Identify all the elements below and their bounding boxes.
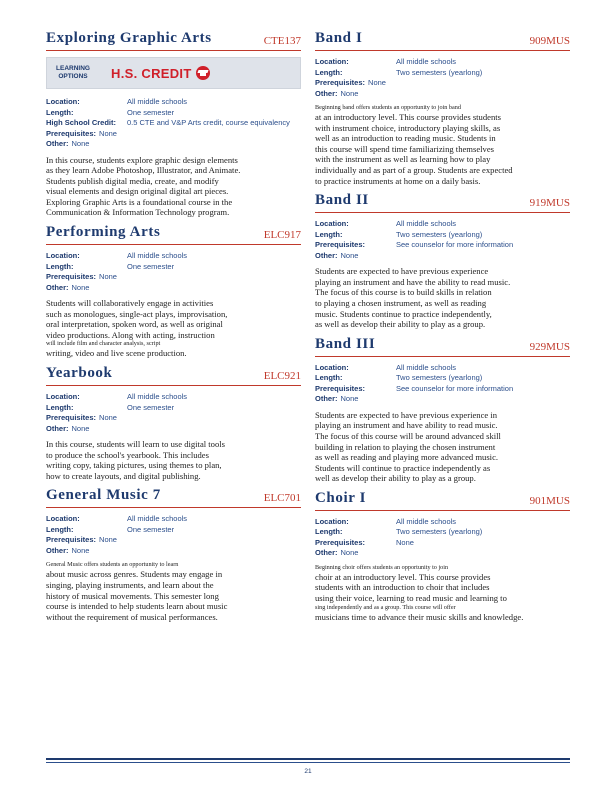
course-exploring-graphic-arts bbox=[46, 30, 301, 218]
course-description bbox=[315, 564, 570, 622]
meta-value: All middle schools bbox=[396, 516, 457, 526]
meta-label: Location: bbox=[315, 57, 349, 66]
description-line: well as develop their ability to play as a group. bbox=[315, 473, 476, 484]
description-line: well as an introduction to reading music. Students in bbox=[315, 133, 496, 144]
meta-value: One semester bbox=[127, 524, 175, 534]
description-small-line: General Music offers students an opportunity to learn bbox=[46, 561, 179, 569]
description-line: Students are expected to have previous experience bbox=[315, 266, 489, 277]
meta-label: Length: bbox=[315, 527, 343, 537]
description-line: individually and as part of a group. Students are expected bbox=[315, 164, 513, 175]
meta-value: None bbox=[368, 78, 386, 87]
meta-value: All middle schools bbox=[396, 219, 457, 229]
description-line: Students publish digital media, create, and modify bbox=[46, 175, 219, 186]
course-title: Performing Arts bbox=[46, 224, 161, 241]
course-description bbox=[315, 266, 570, 330]
course-title: Choir I bbox=[315, 489, 367, 506]
description-line: writing copy, taking pictures, using themes to plan, bbox=[46, 460, 222, 471]
description-line: about music across genres. Students may engage in bbox=[46, 569, 223, 580]
course-title: Band III bbox=[315, 335, 376, 352]
learning-options-label: LEARNING OPTIONS bbox=[56, 65, 90, 80]
meta-label: Other: bbox=[315, 548, 338, 558]
meta-label: Location: bbox=[46, 514, 80, 524]
course-code: CTE137 bbox=[263, 35, 301, 47]
description-line: building in relation to playing the chosen instrument bbox=[315, 441, 496, 452]
hs-credit-badge: H.S. CREDIT bbox=[111, 65, 192, 81]
meta-value: One semester bbox=[127, 402, 175, 412]
description-line: playing an instrument and have the ability to read music. bbox=[315, 276, 511, 287]
description-line: The focus of this course will be around advanced skill bbox=[315, 430, 501, 441]
meta-label: Location: bbox=[315, 219, 349, 229]
description-line: visual elements and design original digital art pieces. bbox=[46, 186, 229, 197]
description-line: to playing a chosen instrument, as well as reading bbox=[315, 297, 487, 308]
course-code: ELC917 bbox=[263, 229, 301, 242]
description-small-line: Beginning choir offers students an opportunity to join bbox=[315, 563, 449, 571]
description-line: The focus of this course is to build skills in relation bbox=[315, 287, 492, 298]
description-line: course is intended to help students learn about music bbox=[46, 601, 228, 612]
meta-label: Prerequisites: bbox=[46, 413, 97, 423]
description-line: such as monologues, single-act plays, improvisation, bbox=[46, 308, 228, 319]
meta-label: Prerequisites: bbox=[46, 535, 97, 545]
meta-label: Other: bbox=[315, 394, 338, 404]
meta-value: All middle schools bbox=[396, 57, 457, 66]
meta-label: Prerequisites: bbox=[315, 383, 366, 393]
meta-label: Prerequisites: bbox=[46, 128, 97, 138]
page-number: 21 bbox=[304, 768, 312, 775]
course-band-2 bbox=[315, 192, 570, 330]
meta-value: All middle schools bbox=[127, 392, 188, 402]
meta-label: Length: bbox=[46, 261, 74, 271]
course-title: Yearbook bbox=[46, 365, 113, 382]
course-header bbox=[46, 487, 301, 508]
course-meta bbox=[46, 251, 301, 293]
course-title: Band II bbox=[315, 192, 369, 209]
meta-value: None bbox=[340, 250, 359, 260]
description-line: writing, video and live scene production. bbox=[46, 348, 187, 359]
course-header bbox=[46, 365, 301, 386]
meta-label: Prerequisites: bbox=[46, 272, 97, 282]
meta-value: See counselor for more information bbox=[396, 240, 514, 250]
course-meta bbox=[46, 514, 301, 556]
description-line: as they learn Adobe Photoshop, Illustrator, and Animate. bbox=[46, 165, 241, 176]
description-line: how to create layouts, and digital publishing. bbox=[46, 470, 201, 481]
course-yearbook bbox=[46, 365, 301, 481]
course-code: 929MUS bbox=[529, 340, 570, 353]
description-small-line: sing independently and as a group. This course will offer bbox=[315, 603, 456, 611]
meta-value: None bbox=[99, 272, 117, 282]
course-header bbox=[46, 224, 301, 245]
footer-rule bbox=[46, 758, 570, 763]
description-line: music. Students continue to practice independently, bbox=[315, 308, 492, 319]
course-description bbox=[315, 104, 570, 186]
meta-label: Location: bbox=[315, 362, 349, 372]
course-title: Band I bbox=[315, 30, 363, 46]
course-description bbox=[46, 561, 301, 622]
course-band-3 bbox=[315, 336, 570, 484]
left-column bbox=[46, 30, 301, 628]
description-small-line: Beginning band offers students an opportunity to join band bbox=[315, 104, 461, 111]
description-line: In this course, students explore graphic design elements bbox=[46, 154, 238, 165]
meta-value: See counselor for more information bbox=[396, 383, 514, 393]
meta-value: None bbox=[396, 537, 414, 547]
course-meta bbox=[46, 97, 301, 150]
meta-label: Prerequisites: bbox=[315, 537, 366, 547]
course-general-music-7 bbox=[46, 487, 301, 622]
course-code: ELC921 bbox=[263, 370, 301, 383]
course-band-1 bbox=[315, 30, 570, 186]
meta-label: Length: bbox=[315, 229, 343, 239]
description-line: students with an introduction to choir that includes bbox=[315, 582, 490, 593]
meta-value: All middle schools bbox=[127, 514, 188, 524]
course-title: Exploring Graphic Arts bbox=[46, 30, 212, 46]
course-title: General Music 7 bbox=[46, 487, 161, 504]
description-line: as well as develop their ability to play as a group. bbox=[315, 319, 486, 330]
meta-value: None bbox=[99, 535, 117, 545]
description-line: In this course, students will learn to use digital tools bbox=[46, 439, 226, 450]
right-column bbox=[315, 30, 570, 628]
meta-value: Two semesters (yearlong) bbox=[396, 67, 483, 77]
course-header bbox=[315, 30, 570, 51]
description-line: to produce the school's yearbook. This includes bbox=[46, 449, 209, 460]
description-line: with instrument choice, introductory playing skills, as bbox=[315, 122, 501, 133]
meta-value: Two semesters (yearlong) bbox=[396, 229, 483, 239]
description-line: with the instrument as well as learning how to play bbox=[315, 154, 491, 165]
course-description bbox=[46, 298, 301, 359]
course-header bbox=[315, 336, 570, 357]
description-line: Exploring Graphic Arts is a foundational course in the bbox=[46, 196, 233, 207]
meta-value: All middle schools bbox=[396, 362, 457, 372]
meta-label: Prerequisites: bbox=[315, 78, 366, 87]
meta-value: None bbox=[340, 394, 359, 404]
meta-value: None bbox=[71, 139, 90, 148]
meta-value: Two semesters (yearlong) bbox=[396, 527, 483, 537]
course-header bbox=[46, 30, 301, 51]
meta-label: Other: bbox=[46, 282, 69, 292]
course-code: 919MUS bbox=[529, 197, 570, 210]
meta-label: Location: bbox=[46, 392, 80, 402]
meta-value: None bbox=[99, 413, 117, 423]
meta-label: Other: bbox=[46, 545, 69, 555]
description-line: Communication & Information Technology program. bbox=[46, 207, 230, 218]
meta-value: All middle schools bbox=[127, 97, 188, 106]
meta-label: High School Credit: bbox=[46, 118, 116, 127]
course-header bbox=[315, 490, 570, 511]
description-line: Students will continue to practice independently as bbox=[315, 462, 491, 473]
meta-label: Location: bbox=[315, 516, 349, 526]
description-line: Students will collaboratively engage in activities bbox=[46, 298, 214, 309]
meta-value: One semester bbox=[127, 261, 175, 271]
description-line: choir at an introductory level. This course provides bbox=[315, 571, 491, 582]
learning-options-box bbox=[46, 57, 301, 89]
description-line: Students are expected to have previous experience in bbox=[315, 409, 498, 420]
course-code: ELC701 bbox=[263, 492, 301, 505]
meta-value: None bbox=[99, 128, 117, 138]
meta-value: None bbox=[71, 423, 90, 433]
description-line: as well as reading and playing more advanced music. bbox=[315, 452, 499, 463]
meta-value: None bbox=[340, 88, 359, 98]
meta-value: All middle schools bbox=[127, 251, 188, 261]
meta-label: Length: bbox=[46, 524, 74, 534]
graduation-cap-icon bbox=[196, 66, 210, 80]
description-line: oral interpretation, spoken word, as well as original bbox=[46, 319, 223, 330]
description-line: without the requirement of musical performances. bbox=[46, 611, 218, 622]
course-description bbox=[46, 439, 301, 481]
description-line: video productions. Along with acting, instruction bbox=[46, 329, 215, 340]
meta-value: None bbox=[71, 282, 90, 292]
meta-label: Other: bbox=[46, 423, 69, 433]
course-description bbox=[46, 155, 301, 219]
course-meta bbox=[315, 363, 570, 405]
course-meta bbox=[46, 392, 301, 434]
course-meta bbox=[315, 517, 570, 559]
description-line: at an introductory level. This course provides students bbox=[315, 112, 501, 122]
meta-value: 0.5 CTE and V&P Arts credit, course equivalency bbox=[127, 118, 290, 127]
description-small-line: will include film and character analysis, script bbox=[46, 340, 161, 348]
course-meta bbox=[315, 219, 570, 261]
meta-label: Other: bbox=[46, 139, 69, 148]
meta-label: Length: bbox=[46, 402, 74, 412]
course-performing-arts bbox=[46, 224, 301, 359]
course-header bbox=[315, 192, 570, 213]
meta-label: Location: bbox=[46, 251, 80, 261]
course-meta bbox=[315, 57, 570, 99]
meta-label: Other: bbox=[315, 88, 338, 98]
meta-label: Length: bbox=[315, 67, 343, 77]
description-line: history of musical movements. This semester long bbox=[46, 590, 219, 601]
description-line: musicians time to advance their music skills and knowledge. bbox=[315, 611, 524, 622]
footer-rule-bottom bbox=[46, 762, 570, 763]
meta-value: Two semesters (yearlong) bbox=[396, 373, 483, 383]
meta-label: Length: bbox=[315, 373, 343, 383]
meta-value: None bbox=[71, 545, 90, 555]
meta-value: None bbox=[340, 548, 359, 558]
description-line: this course will spend time familiarizing themselves bbox=[315, 143, 494, 154]
meta-label: Prerequisites: bbox=[315, 240, 366, 250]
description-line: singing, playing instruments, and learn about the bbox=[46, 580, 214, 590]
description-line: playing an instrument and have ability to read music. bbox=[315, 420, 498, 431]
meta-value: One semester bbox=[127, 107, 175, 117]
footer-rule-top bbox=[46, 758, 570, 760]
meta-label: Location: bbox=[46, 97, 80, 106]
description-line: using their voice, learning to read music and learning to bbox=[315, 593, 507, 604]
course-description bbox=[315, 410, 570, 484]
course-code: 909MUS bbox=[529, 35, 570, 47]
course-choir-1 bbox=[315, 490, 570, 622]
meta-label: Length: bbox=[46, 107, 74, 117]
meta-label: Other: bbox=[315, 250, 338, 260]
course-code: 901MUS bbox=[529, 494, 570, 507]
description-line: to practice instruments at home on a daily basis. bbox=[315, 175, 481, 186]
